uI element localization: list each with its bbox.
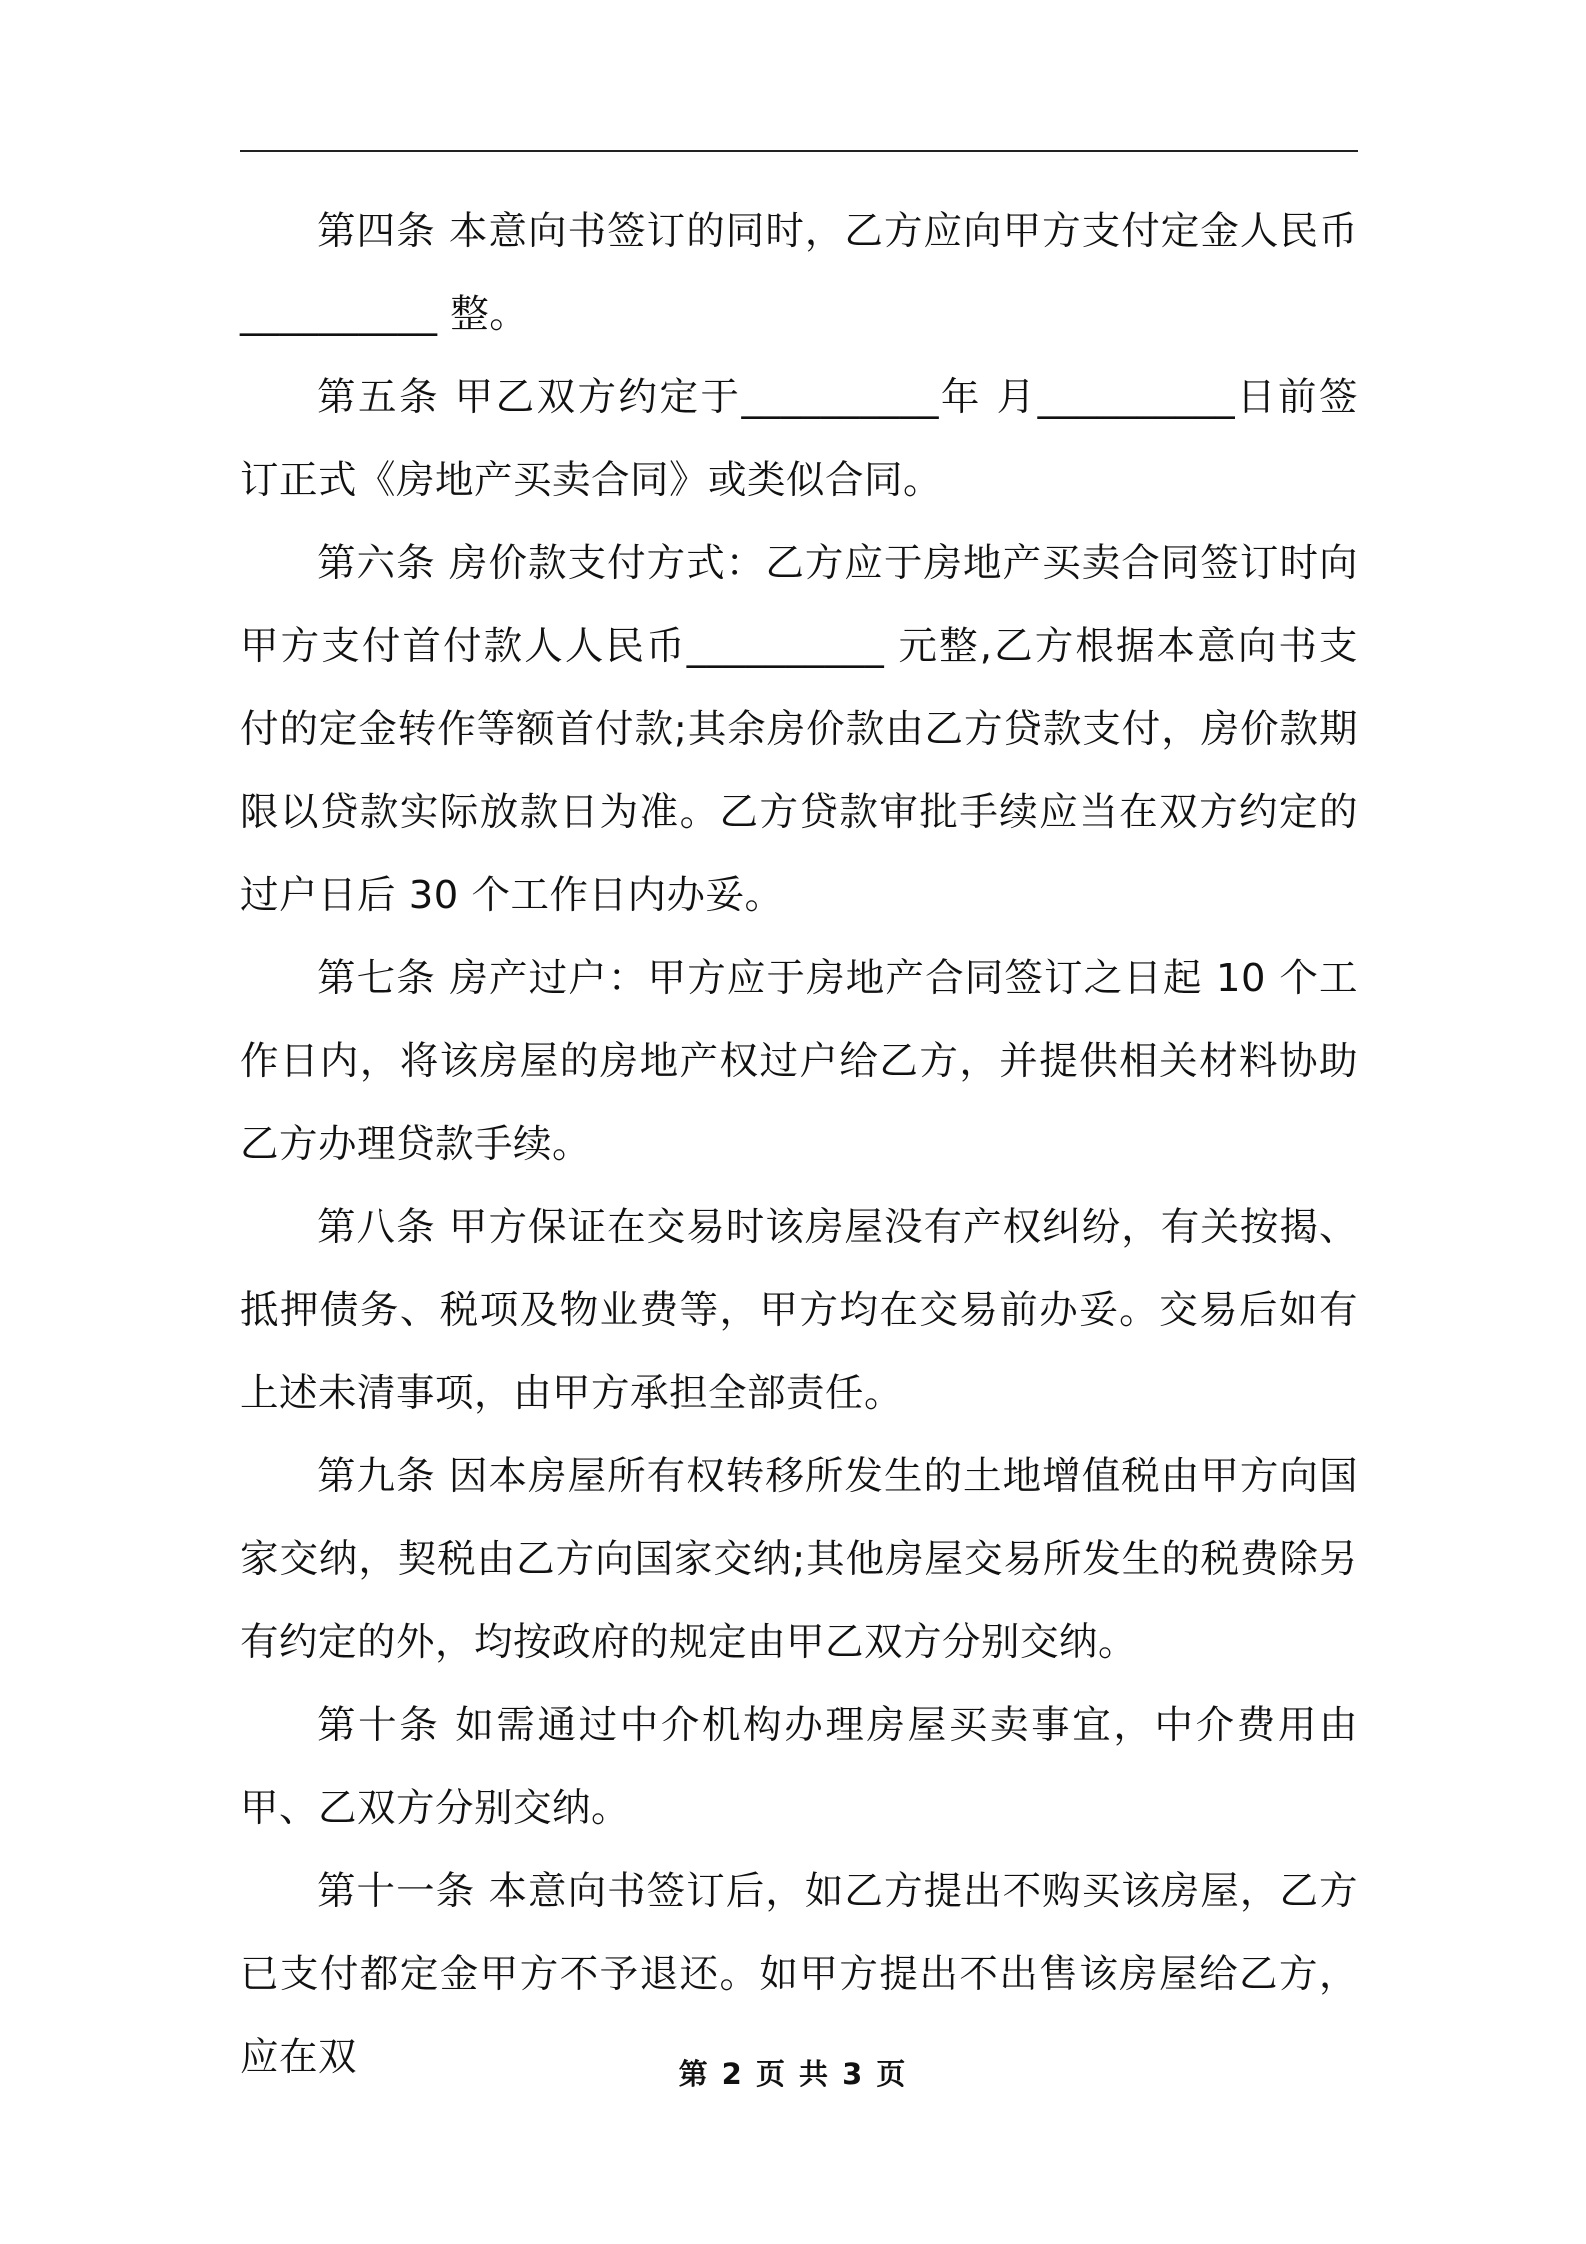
document-body xyxy=(240,190,1358,2099)
clause-4: 第四条 本意向书签订的同时，乙方应向甲方支付定金人民币__________ 整。 xyxy=(240,209,1358,337)
clause-5: 第五条 甲乙双方约定于__________年 月__________日前签订正式《房地产买卖合同》或类似合同。 xyxy=(240,375,1358,503)
clause-6: 第六条 房价款支付方式：乙方应于房地产买卖合同签订时向甲方支付首付款人人民币__________ 元整,乙方根据本意向书支付的定金转作等额首付款;其余房价款由乙方贷款支付，房价款期限以贷款实际放款日为准。乙方贷款审批手续应当在双方约定的过户日后 30 个工作日内办妥。 xyxy=(240,541,1358,918)
page-number: 第 2 页 共 3 页 xyxy=(678,2057,908,2091)
clause-11: 第十一条 本意向书签订后，如乙方提出不购买该房屋，乙方已支付都定金甲方不予退还。如甲方提出不出售该房屋给乙方，应在双 xyxy=(240,1869,1358,2080)
header-rule xyxy=(240,150,1358,152)
clause-7: 第七条 房产过户：甲方应于房地产合同签订之日起 10 个工作日内，将该房屋的房地产权过户给乙方，并提供相关材料协助乙方办理贷款手续。 xyxy=(240,956,1358,1167)
clause-8: 第八条 甲方保证在交易时该房屋没有产权纠纷，有关按揭、抵押债务、税项及物业费等，甲方均在交易前办妥。交易后如有上述未清事项，由甲方承担全部责任。 xyxy=(240,1205,1358,1416)
clause-10: 第十条 如需通过中介机构办理房屋买卖事宜，中介费用由甲、乙双方分别交纳。 xyxy=(240,1703,1358,1831)
clause-9: 第九条 因本房屋所有权转移所发生的土地增值税由甲方向国家交纳，契税由乙方向国家交纳;其他房屋交易所发生的税费除另有约定的外，均按政府的规定由甲乙双方分别交纳。 xyxy=(240,1454,1358,1665)
